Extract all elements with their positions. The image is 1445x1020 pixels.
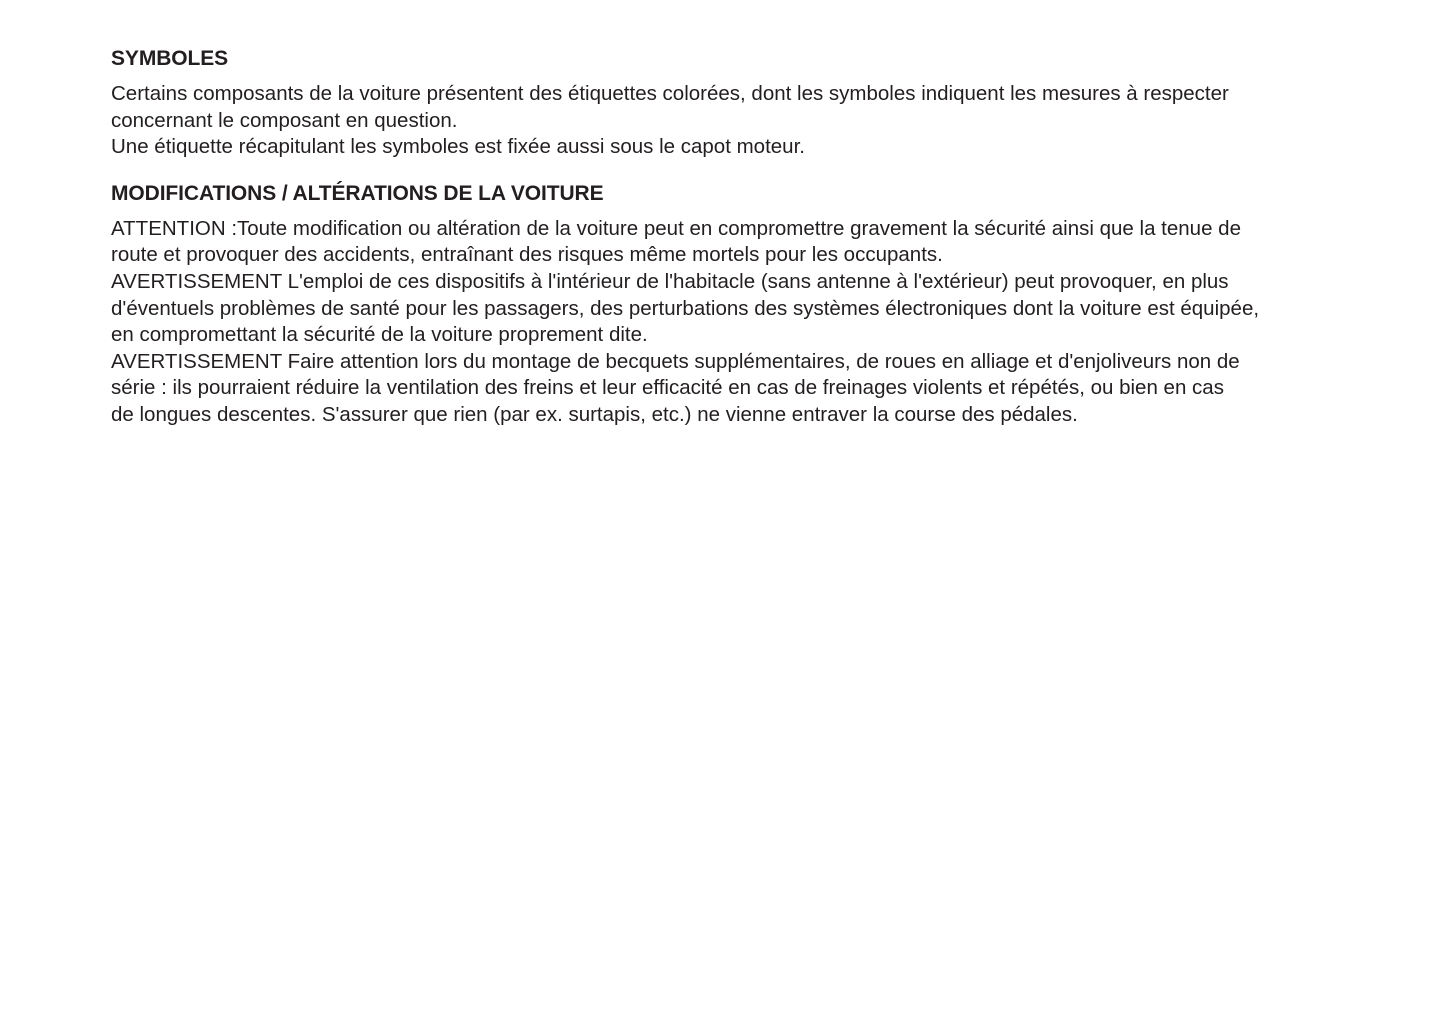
section-heading: SYMBOLES [111,47,229,70]
paragraph-symboles-labels: Certains composants de la voiture présentent des étiquettes colorées, dont les symboles indiquent les mesures à respecter concernant le composant en question. [111,82,1229,132]
paragraph-attention: ATTENTION :Toute modification ou altération de la voiture peut en compromettre gravement la sécurité ainsi que la tenue de route et provoquer des accidents, entraînant des risques même mortels pour les occupants. [111,216,1241,267]
section-modifications [111,179,1341,429]
section-heading: MODIFICATIONS / ALTÉRATIONS DE LA VOITURE [111,181,604,205]
section-symboles [111,44,1341,161]
document-page [111,44,1341,429]
paragraph-symboles-engine-label: Une étiquette récapitulant les symboles est fixée aussi sous le capot moteur. [111,135,805,159]
paragraph-warning-accessories: AVERTISSEMENT Faire attention lors du montage de becquets supplémentaires, de roues en alliage et d'enjoliveurs non de série : ils pourraient réduire la ventilation des freins et leur efficacité en cas de freinages violents et répétés, ou bien en cas de longues descentes. S'assurer que rien (par ex. surtapis, etc.) ne vienne entraver la course des pédales. [111,349,1240,426]
paragraph-warning-devices: AVERTISSEMENT L'emploi de ces dispositifs à l'intérieur de l'habitacle (sans antenne à l'extérieur) peut provoquer, en plus d'éventuels problèmes de santé pour les passagers, des perturbations des systèmes électroniques dont la voiture est équipée, en compromettant la sécurité de la voiture proprement dite. [111,269,1260,347]
